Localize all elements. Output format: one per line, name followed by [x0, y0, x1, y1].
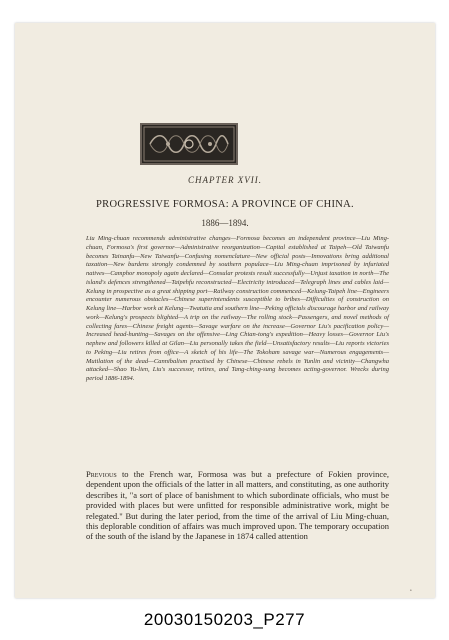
ornament-scroll-icon: [142, 125, 236, 163]
body-lead-word: Previous: [86, 469, 117, 479]
chapter-label: CHAPTER XVII.: [188, 175, 262, 185]
book-page: [15, 23, 435, 598]
page-mark: •: [410, 589, 412, 594]
ornament-headpiece: [140, 123, 238, 165]
image-caption: 20030150203_P277: [143, 610, 306, 629]
body-paragraph: [86, 469, 389, 542]
chapter-synopsis: Liu Ming-chuan recommends administrative changes—Formosa becomes an independent province—Liu Ming-chuan, Formosa's first governor—Administrative reorganization—Capital established at Taipeh—Old Taiwanfu becomes Tainanfu—New Taiwanfu—Confusing nomenclature—New official posts—Innovations bring additional taxation—New burdens strongly condemned by southern populace—Liu Ming-chuan imprisoned by infuriated natives—Camphor monopoly again declared—Consular protests result successfully—Unjust taxation in north—The island's defences strengthened—Taipehfu reconstructed—Electricity introduced—Telegraph lines and cables laid—Kelung in prospective as a great shipping port—Railway construction commenced—Kelung-Taipeh line—Engineers encounter numerous obstacles—Chinese superintendents susceptible to bribes—Difficulties of construction on Kelung line—Harbor work at Kelung—Twatutia and southern line—Peking officials discourage harbor and railway work—Kelung's prospects blighted—A trip on the railway—The rolling stock—Passengers, and novel methods of collecting fares—Chinese freight agents—Savage warfare on the increase—Governor Liu's pacification policy—Increased head-hunting—Savages on the offensive—Ling Chian-tong's expedition—Heavy losses—Governor Liu's nephew and followers killed at Gilan—Liu personally takes the field—Unsatisfactory results—Liu reports victories to Peking—Liu retires from office—A sketch of his life—The Tokoham savage war—Numerous engagements—Mutilation of the dead—Cannibalism practised by Chinese—Chinese rebels in Yunlin and vicinity—Changwha attacked—Shao Yu-lien, Liu's successor, retires, and Tang-ching-sung becomes acting-governor. Wrecks during period 1886-1894.: [86, 235, 389, 382]
chapter-title: PROGRESSIVE FORMOSA: A PROVINCE OF CHINA.: [96, 199, 354, 210]
body-paragraph-text: to the French war, Formosa was but a prefecture of Fokien province, dependent upon the officials of the latter in all matters, and constituting, as one authority describes it, "a sort of place of banishment to which subordinate officials, who must be provided with places but were unfitted for responsible administrative work, might be relegated." But during the later period, from the time of the arrival of Liu Ming-chuan, this deplorable condition of affairs was much improved upon. The temporary occupation of the south of the island by the Japanese in 1874 called attention: [86, 469, 389, 542]
chapter-years: 1886—1894.: [201, 218, 249, 228]
